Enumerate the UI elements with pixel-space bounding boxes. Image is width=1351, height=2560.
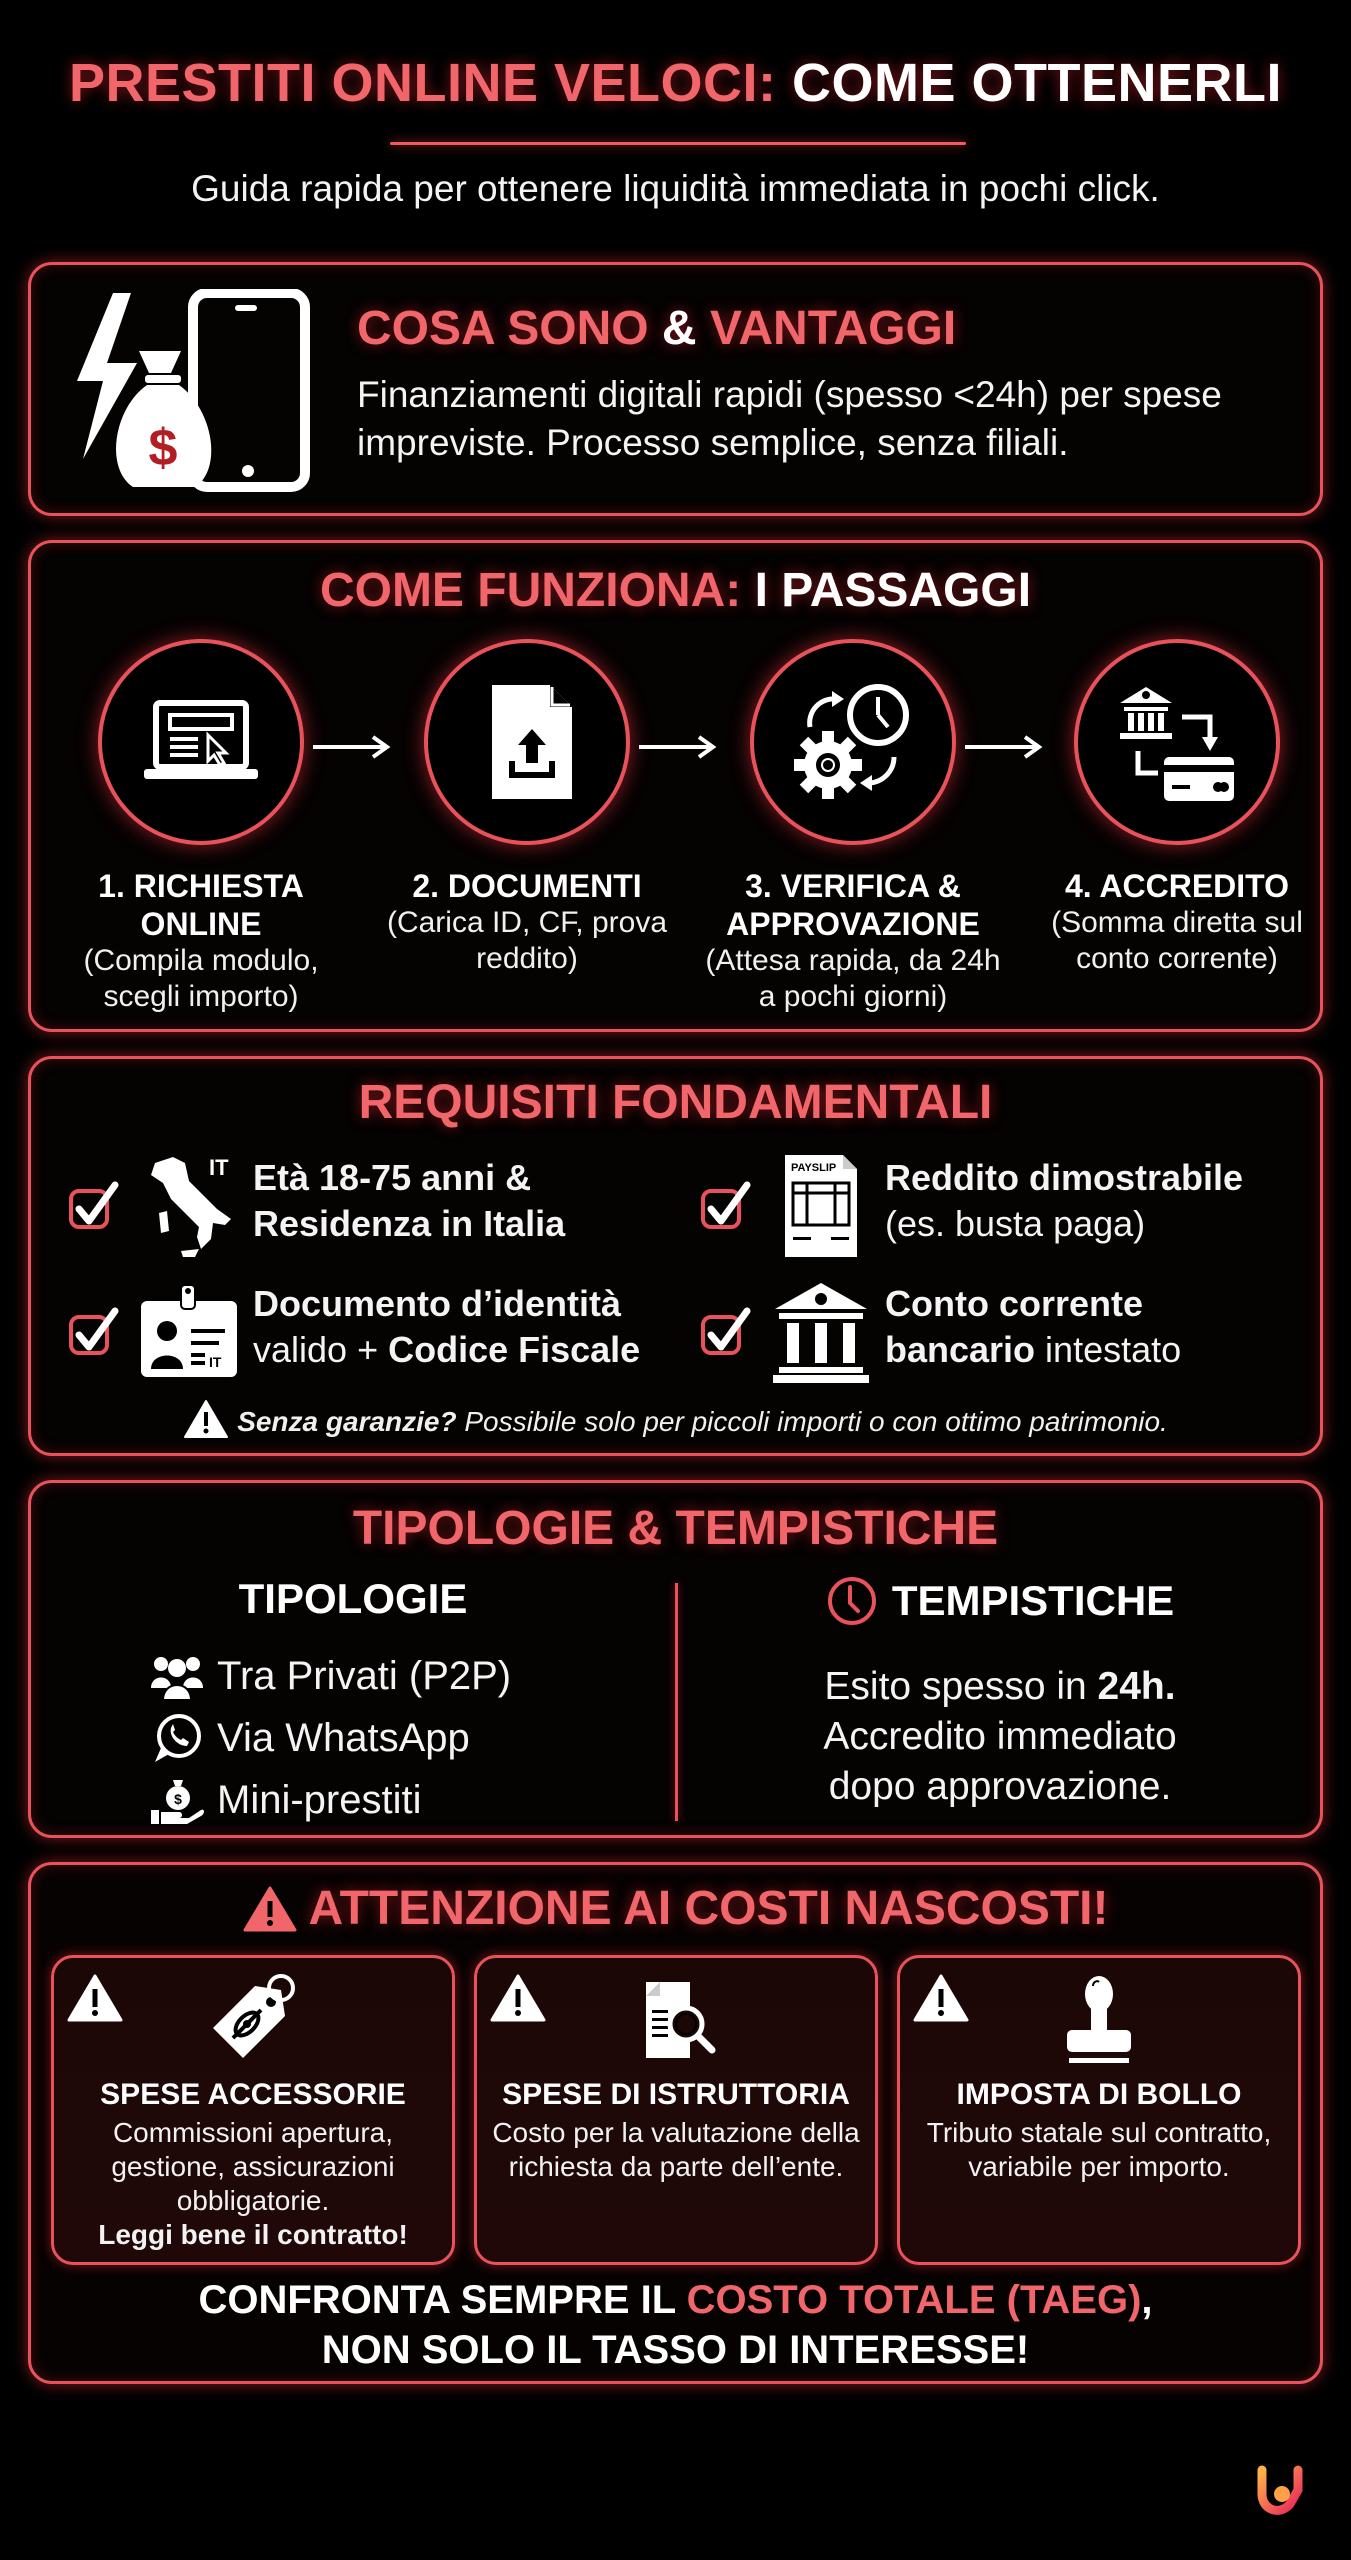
note-text: Possibile solo per piccoli importi o con ottimo patrimonio.	[456, 1406, 1168, 1437]
stamp-icon	[1049, 1972, 1149, 2072]
req-line1: Conto corrente	[885, 1283, 1144, 1324]
req-line2: (es. busta paga)	[885, 1203, 1146, 1244]
types-heading: TIPOLOGIE	[238, 1575, 468, 1622]
document-search-icon	[626, 1972, 726, 2072]
title-red-part: PRESTITI ONLINE VELOCI:	[68, 53, 777, 113]
timing-line1: Esito spesso in	[824, 1665, 1098, 1708]
note-bold: Senza garanzie?	[237, 1406, 457, 1437]
requirements-panel	[28, 1056, 1323, 1456]
requirement-id-document	[67, 1279, 687, 1389]
timing-heading	[826, 1575, 1174, 1627]
step-1-circle	[98, 639, 304, 845]
intro-panel	[28, 262, 1323, 516]
req-line1: Età 18-75 anni &	[253, 1157, 532, 1198]
clock-icon	[826, 1575, 878, 1627]
steps-title-red: COME FUNZIONA:	[319, 564, 742, 617]
hand-money-bag-icon	[149, 1774, 205, 1826]
step-1	[51, 639, 351, 1015]
timing-line2: Accredito immediato	[823, 1715, 1177, 1758]
requirement-income	[699, 1153, 1299, 1263]
timing-column	[678, 1575, 1322, 1812]
checkbox-checked-icon	[67, 1177, 123, 1233]
req-line2: intestato	[1035, 1329, 1182, 1370]
cost-card-stamp-duty	[897, 1955, 1301, 2265]
step-title: 1. RICHIESTA ONLINE	[98, 868, 304, 942]
step-desc: (Attesa rapida, da 24h a pochi giorni)	[705, 944, 1001, 1013]
warning-icon	[912, 1972, 970, 2024]
types-column	[31, 1575, 675, 1822]
final-white-2: ,	[1141, 2278, 1153, 2322]
step-4	[1027, 639, 1327, 977]
type-item-whatsapp	[149, 1707, 511, 1769]
step-desc: (Somma diretta sul conto corrente)	[1051, 906, 1303, 975]
step-4-circle	[1074, 639, 1280, 845]
step-3-circle	[750, 639, 956, 845]
req-line1: Reddito dimostrabile	[885, 1157, 1244, 1198]
requirement-text	[885, 1281, 1181, 1373]
step-desc: (Compila modulo, scegli importo)	[83, 944, 319, 1013]
lightning-money-phone-icon	[73, 289, 353, 495]
intro-title-amp: &	[648, 302, 710, 355]
svg-text:IT: IT	[209, 1155, 229, 1180]
checkbox-checked-icon	[699, 1303, 755, 1359]
step-3	[703, 639, 1003, 1015]
cost-title: SPESE ACCESSORIE	[100, 2078, 406, 2111]
steps-title	[31, 563, 1320, 618]
cost-card-processing	[474, 1955, 878, 2265]
svg-text:IT: IT	[209, 1354, 222, 1370]
cost-desc-bold: Leggi bene il contratto!	[98, 2219, 408, 2250]
hidden-costs-title	[31, 1881, 1320, 1936]
warning-icon	[243, 1885, 297, 1933]
cost-desc	[483, 2116, 869, 2184]
types-panel	[28, 1480, 1323, 1838]
final-white-1: CONFRONTA SEMPRE IL	[198, 2278, 687, 2322]
requirement-age-residence	[67, 1153, 667, 1263]
cost-title: SPESE DI ISTRUTTORIA	[502, 2078, 850, 2111]
italy-map-icon	[139, 1153, 239, 1259]
cost-desc-text: Commissioni apertura, gestione, assicurazioni obbligatorie.	[111, 2117, 395, 2216]
type-item-p2p	[149, 1645, 511, 1707]
hidden-costs-title-text: ATTENZIONE AI COSTI NASCOSTI!	[308, 1882, 1109, 1935]
id-card-icon	[139, 1279, 239, 1385]
types-list	[149, 1645, 511, 1831]
step-2	[377, 639, 677, 977]
final-red: COSTO TOTALE (TAEG)	[686, 2278, 1142, 2322]
checkbox-checked-icon	[67, 1303, 123, 1359]
subtitle: Guida rapida per ottenere liquidità immediata in pochi click.	[191, 168, 1160, 209]
type-label: Mini-prestiti	[217, 1777, 422, 1822]
gear-clock-icon	[788, 677, 918, 807]
req-line2: Residenza in Italia	[253, 1203, 566, 1244]
header	[0, 0, 1351, 250]
types-title: TIPOLOGIE & TEMPISTICHE	[352, 1502, 999, 1555]
requirements-title: REQUISITI FONDAMENTALI	[358, 1076, 993, 1129]
main-title	[0, 52, 1351, 114]
requirement-text	[253, 1155, 565, 1247]
cost-desc-text: Costo per la valutazione della richiesta da parte dell’ente.	[492, 2117, 860, 2182]
timing-line1-end: .	[1164, 1665, 1176, 1708]
cost-desc	[60, 2116, 446, 2252]
step-desc: (Carica ID, CF, prova reddito)	[386, 906, 668, 975]
steps-panel	[28, 540, 1323, 1032]
warning-icon	[489, 1972, 547, 2024]
step-title: 2. DOCUMENTI	[412, 868, 642, 904]
payslip-icon	[771, 1153, 871, 1259]
final-callout	[31, 2275, 1320, 2375]
bank-icon	[771, 1279, 871, 1385]
brand-logo-icon	[1250, 2460, 1310, 2520]
guarantee-note	[31, 1399, 1320, 1439]
req-line2-bold: bancario	[885, 1329, 1036, 1370]
step-title: 4. ACCREDITO	[1064, 868, 1290, 904]
timing-text	[678, 1662, 1322, 1812]
cost-desc	[906, 2116, 1292, 2184]
laptop-form-icon	[136, 677, 266, 807]
requirement-bank-account	[699, 1279, 1299, 1389]
req-line2: valido +	[253, 1329, 389, 1370]
document-upload-icon	[462, 677, 592, 807]
steps-title-white: I PASSAGGI	[741, 564, 1032, 617]
svg-text:PAYSLIP: PAYSLIP	[791, 1162, 837, 1174]
intro-title-part2: VANTAGGI	[709, 302, 957, 355]
cost-desc-text: Tributo statale sul contratto, variabile per importo.	[926, 2117, 1272, 2182]
final-line-2: NON SOLO IL TASSO DI INTERESSE!	[321, 2328, 1030, 2372]
type-label: Tra Privati (P2P)	[217, 1653, 512, 1698]
warning-icon	[183, 1399, 229, 1439]
requirement-text	[253, 1281, 640, 1373]
svg-text:$: $	[174, 1791, 182, 1807]
type-item-mini-loans	[149, 1769, 511, 1831]
svg-text:$: $	[148, 419, 178, 477]
req-line1: Documento d’identità	[253, 1283, 621, 1324]
req-line2-bold: Codice Fiscale	[388, 1329, 641, 1370]
whatsapp-icon	[149, 1712, 205, 1764]
step-2-circle	[424, 639, 630, 845]
cost-card-accessory	[51, 1955, 455, 2265]
title-white-part: COME OTTENERLI	[776, 53, 1283, 113]
intro-title	[357, 301, 956, 356]
title-divider	[390, 142, 966, 145]
hidden-costs-panel	[28, 1862, 1323, 2384]
intro-text: Finanziamenti digitali rapidi (spesso <24h) per spese impreviste. Processo semplice, senza filiali.	[357, 374, 1222, 463]
type-label: Via WhatsApp	[217, 1715, 470, 1760]
bank-transfer-card-icon	[1112, 677, 1242, 807]
intro-title-part1: COSA SONO	[357, 302, 649, 355]
checkbox-checked-icon	[699, 1177, 755, 1233]
requirement-text	[885, 1155, 1243, 1247]
cost-title: IMPOSTA DI BOLLO	[956, 2078, 1242, 2111]
people-group-icon	[149, 1650, 205, 1702]
warning-icon	[66, 1972, 124, 2024]
timing-bold: 24h	[1097, 1665, 1165, 1708]
hidden-price-tag-icon	[203, 1972, 303, 2072]
timing-heading-label: TEMPISTICHE	[891, 1577, 1175, 1624]
timing-line3: dopo approvazione.	[828, 1765, 1172, 1808]
step-title: 3. VERIFICA & APPROVAZIONE	[726, 868, 980, 942]
